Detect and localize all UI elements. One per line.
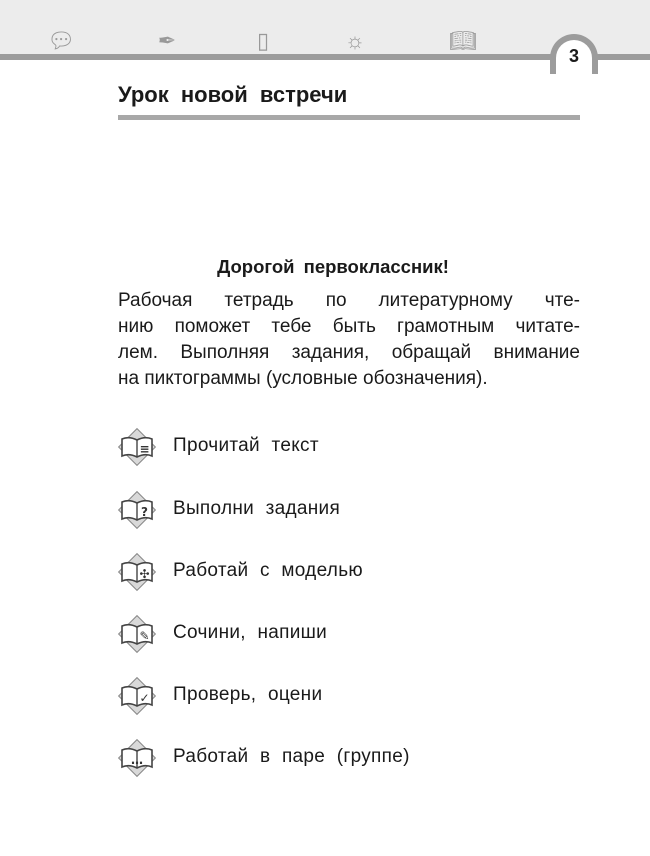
legend-label: Проверь, оцени xyxy=(173,684,323,705)
svg-text:≡: ≡ xyxy=(139,442,150,456)
pen-book-icon xyxy=(115,612,159,656)
legend-label: Выполни задания xyxy=(173,498,341,519)
svg-text:?: ? xyxy=(141,505,148,519)
read-book-icon xyxy=(115,425,159,469)
sun-icon: ☼ xyxy=(344,28,366,53)
svg-text:✣: ✣ xyxy=(139,567,150,581)
svg-text:✓: ✓ xyxy=(139,691,150,705)
puzzle-model-icon xyxy=(115,550,159,594)
svg-text:…: … xyxy=(131,753,143,767)
legend-label: Сочини, напиши xyxy=(173,622,328,643)
greeting-heading: Дорогой первоклассник! xyxy=(217,256,449,277)
feather-icon: ✒︎ xyxy=(157,28,177,53)
paragraph-line: Рабочая тетрадь по литературному чте- xyxy=(118,290,580,311)
legend-item xyxy=(115,550,575,594)
page-title: Урок новой встречи xyxy=(118,82,348,107)
book-open-icon: 📖︎ xyxy=(449,28,477,53)
legend-item xyxy=(115,736,575,780)
pair-chat-icon xyxy=(115,736,159,780)
intro-paragraph xyxy=(118,288,580,392)
speech-bubble-icon: 💬︎ xyxy=(47,28,75,53)
legend-item xyxy=(115,612,575,656)
question-book-icon xyxy=(115,488,159,532)
check-book-icon xyxy=(115,674,159,718)
title-rule xyxy=(118,115,580,120)
paragraph-line: нию поможет тебе быть грамотным читате- xyxy=(118,316,580,337)
page-number: 3 xyxy=(556,40,592,74)
legend-label: Прочитай текст xyxy=(173,435,319,456)
legend-item xyxy=(115,488,575,532)
legend-item xyxy=(115,425,575,469)
legend-item xyxy=(115,674,575,718)
book-closed-icon: ▯ xyxy=(256,28,270,53)
paragraph-line: лем. Выполняя задания, обращай внимание xyxy=(118,342,580,363)
paragraph-line: на пиктограммы (условные обозначения). xyxy=(118,368,488,389)
legend-label: Работай с моделью xyxy=(173,560,363,581)
legend-label: Работай в паре (группе) xyxy=(173,746,410,767)
svg-text:✎: ✎ xyxy=(139,629,150,643)
